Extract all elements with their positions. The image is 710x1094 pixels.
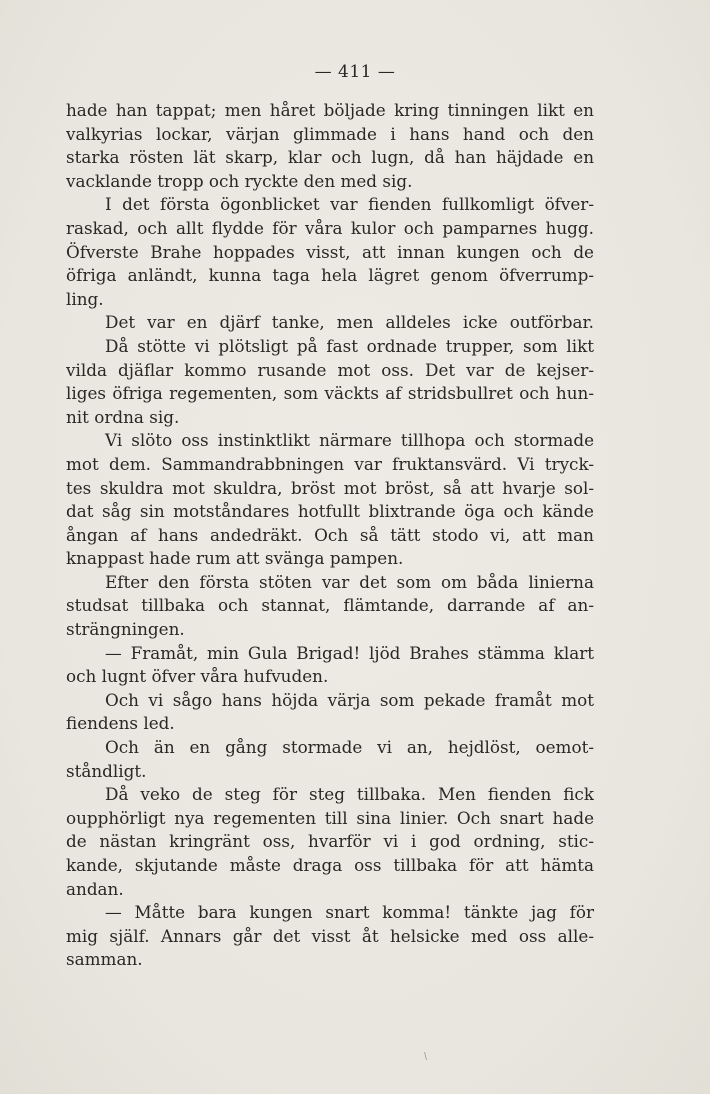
text-line: mig själf. Annars går det visst åt helsicke med oss alle- — [66, 925, 594, 946]
text-line: knappast hade rum att svänga pampen. — [66, 548, 404, 569]
text-line: — Måtte bara kungen snart komma! tänkte jag för — [105, 902, 594, 923]
text-line: vacklande tropp och ryckte den med sig. — [66, 170, 413, 191]
text-line: liges öfriga regementen, som väckts af stridsbullret och hun- — [66, 383, 594, 404]
text-line: tes skuldra mot skuldra, bröst mot bröst, så att hvarje sol- — [66, 477, 594, 498]
text-line: Öfverste Brahe hoppades visst, att innan kungen och de — [66, 241, 594, 262]
text-line: samman. — [66, 949, 143, 970]
text-line: starka rösten lät skarp, klar och lugn, då han häjdade en — [66, 147, 594, 168]
text-line: Vi slöto oss instinktlikt närmare tillhopa och stormade — [105, 430, 594, 451]
text-line: Efter den första stöten var det som om båda linierna — [105, 571, 594, 592]
text-line: vilda djäflar kommo rusande mot oss. Det var de kejser- — [66, 359, 594, 380]
text-line: Då stötte vi plötsligt på fast ordnade trupper, som likt — [105, 335, 594, 356]
text-line: dat såg sin motståndares hotfullt blixtrande öga och kände — [66, 501, 594, 522]
text-line: och lugnt öfver våra hufvuden. — [66, 666, 329, 687]
text-line: de nästan kringränt oss, hvarför vi i god ordning, stic- — [66, 831, 594, 852]
text-line: mot dem. Sammandrabbningen var fruktansvärd. Vi tryck- — [66, 453, 594, 474]
text-line: öfriga anländt, kunna taga hela lägret genom öfverrump- — [66, 265, 594, 286]
paper-speck — [424, 1051, 427, 1061]
text-line: ståndligt. — [66, 760, 147, 781]
page-number: — 411 — — [314, 62, 396, 82]
text-line: raskad, och allt flydde för våra kulor och pamparnes hugg. — [66, 217, 594, 238]
body-text — [66, 99, 594, 972]
text-line: ångan af hans andedräkt. Och så tätt stodo vi, att man — [66, 524, 594, 545]
text-line: oupphörligt nya regementen till sina linier. Och snart hade — [66, 807, 594, 828]
text-line: Och än en gång stormade vi an, hejdlöst, oemot- — [105, 737, 594, 758]
text-line: Det var en djärf tanke, men alldeles icke outförbar. — [105, 312, 594, 333]
text-line: nit ordna sig. — [66, 406, 180, 427]
text-line: I det första ögonblicket var fienden fullkomligt öfver- — [105, 194, 594, 215]
text-line: strängningen. — [66, 619, 185, 640]
text-line: — Framåt, min Gula Brigad! ljöd Brahes stämma klart — [105, 642, 594, 663]
text-line: andan. — [66, 878, 124, 899]
text-line: fiendens led. — [66, 713, 175, 734]
text-line: hade han tappat; men håret böljade kring tinningen likt en — [66, 100, 594, 120]
text-line: Och vi sågo hans höjda värja som pekade framåt mot — [105, 689, 594, 710]
text-line: studsat tillbaka och stannat, flämtande, darrande af an- — [66, 595, 594, 616]
text-line: kande, skjutande måste draga oss tillbaka för att hämta — [66, 855, 594, 875]
text-line: valkyrias lockar, värjan glimmade i hans hand och den — [66, 123, 594, 144]
text-line: Då veko de steg för steg tillbaka. Men fienden fick — [105, 784, 594, 805]
text-line: ling. — [66, 288, 104, 309]
